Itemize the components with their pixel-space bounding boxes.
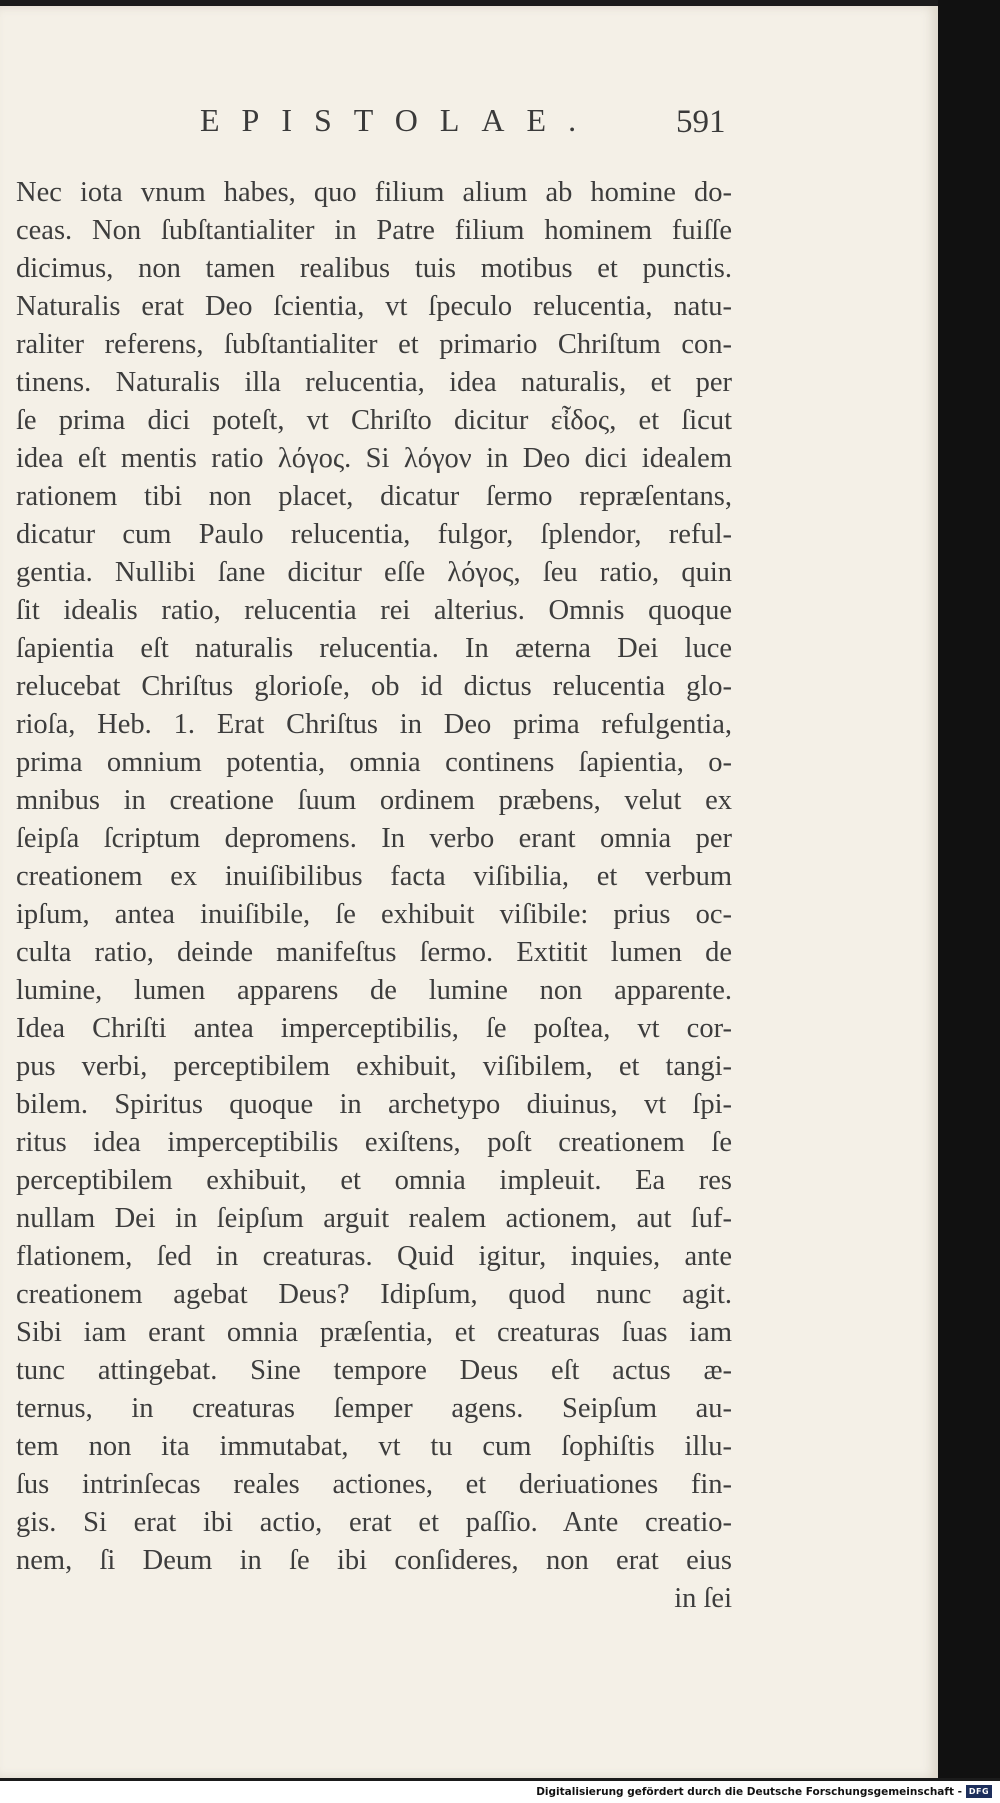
text-line: gentia. Nullibi ſane dicitur eſſe λόγος, ſeu ratio, quin (16, 557, 732, 588)
text-line: pus verbi, perceptibilem exhibuit, viſibilem, et tangi- (16, 1051, 732, 1082)
text-line: Sibi iam erant omnia præſentia, et creaturas ſuas iam (16, 1317, 732, 1348)
text-line: raliter referens, ſubſtantialiter et primario Chriſtum con- (16, 329, 732, 360)
text-line: nem, ſi Deum in ſe ibi conſideres, non erat eius (16, 1545, 732, 1576)
text-line: perceptibilem exhibuit, et omnia impleuit. Ea res (16, 1165, 732, 1196)
text-line: gis. Si erat ibi actio, erat et paſſio. Ante creatio- (16, 1507, 732, 1538)
text-line: prima omnium potentia, omnia continens ſapientia, o- (16, 747, 732, 778)
text-line: ipſum, antea inuiſibile, ſe exhibuit viſibile: prius oc- (16, 899, 732, 930)
dfg-logo-icon: DFG (966, 1785, 992, 1798)
text-line: creationem ex inuiſibilibus facta viſibilia, et verbum (16, 861, 732, 892)
text-line: Nec iota vnum habes, quo filium alium ab homine do- (16, 177, 732, 208)
text-line: lumine, lumen apparens de lumine non apparente. (16, 975, 732, 1006)
text-line: Naturalis erat Deo ſcientia, vt ſpeculo relucentia, natu- (16, 291, 732, 322)
catchword: in ſei (674, 1583, 732, 1614)
text-line: ſe prima dici poteſt, vt Chriſto dicitur εἶδος, et ſicut (16, 405, 732, 436)
text-line: ternus, in creaturas ſemper agens. Seipſum au- (16, 1393, 732, 1424)
body-text (16, 174, 732, 1618)
text-line: ſapientia eſt naturalis relucentia. In æterna Dei luce (16, 633, 732, 664)
scan-bottom-edge (0, 1778, 1000, 1781)
text-line: tem non ita immutabat, vt tu cum ſophiſtis illu- (16, 1431, 732, 1462)
text-line: creationem agebat Deus? Idipſum, quod nunc agit. (16, 1279, 732, 1310)
text-line: rationem tibi non placet, dicatur ſermo repræſentans, (16, 481, 732, 512)
text-line: Idea Chriſti antea imperceptibilis, ſe poſtea, vt cor- (16, 1013, 732, 1044)
text-line: flationem, ſed in creaturas. Quid igitur, inquies, ante (16, 1241, 732, 1272)
text-line: ſit idealis ratio, relucentia rei alterius. Omnis quoque (16, 595, 732, 626)
digitization-footer (0, 1782, 1000, 1803)
text-line: relucebat Chriſtus glorioſe, ob id dictus relucentia glo- (16, 671, 732, 702)
page-header (0, 102, 938, 152)
running-head: EPISTOLAE. (200, 102, 599, 138)
text-line: culta ratio, deinde manifeſtus ſermo. Extitit lumen de (16, 937, 732, 968)
text-line: rioſa, Heb. 1. Erat Chriſtus in Deo prima refulgentia, (16, 709, 732, 740)
scan-right-edge (938, 0, 1000, 1780)
page-number: 591 (676, 104, 726, 140)
text-line: nullam Dei in ſeipſum arguit realem actionem, aut ſuf- (16, 1203, 732, 1234)
text-line: ceas. Non ſubſtantialiter in Patre filium hominem fuiſſe (16, 215, 732, 246)
text-line: ſus intrinſecas reales actiones, et deriuationes fin- (16, 1469, 732, 1500)
book-page (0, 6, 938, 1778)
text-line: tunc attingebat. Sine tempore Deus eſt actus æ- (16, 1355, 732, 1386)
text-line: bilem. Spiritus quoque in archetypo diuinus, vt ſpi- (16, 1089, 732, 1120)
text-line: dicimus, non tamen realibus tuis motibus et punctis. (16, 253, 732, 284)
funding-credit: Digitalisierung gefördert durch die Deutsche Forschungsgemeinschaft - (536, 1786, 962, 1798)
text-line: idea eſt mentis ratio λόγος. Si λόγον in Deo dici idealem (16, 443, 732, 474)
text-line: ritus idea imperceptibilis exiſtens, poſt creationem ſe (16, 1127, 732, 1158)
text-line: mnibus in creatione ſuum ordinem præbens, velut ex (16, 785, 732, 816)
text-line: dicatur cum Paulo relucentia, fulgor, ſplendor, reful- (16, 519, 732, 550)
text-line: tinens. Naturalis illa relucentia, idea naturalis, et per (16, 367, 732, 398)
text-line: ſeipſa ſcriptum depromens. In verbo erant omnia per (16, 823, 732, 854)
